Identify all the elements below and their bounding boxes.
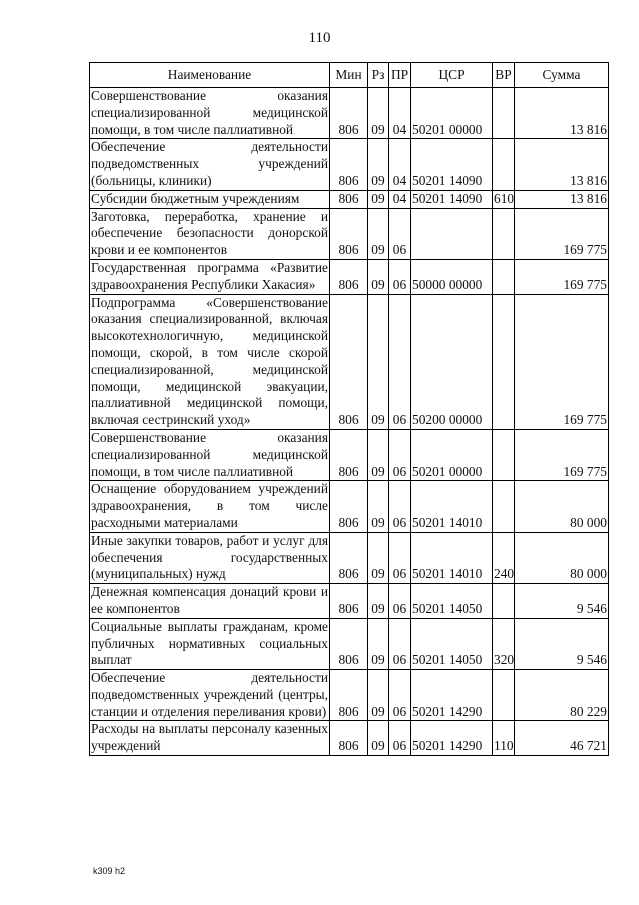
row-name: Подпрограмма «Совершенствование оказания специализированной, включая высокотехнологичную, медицинской помощи, скорой, в том числе скорой специализированной, медицинской помощи, медицинской эвакуации, паллиативной медицинской помощи, включая сестринский уход» <box>90 294 330 429</box>
row-min: 806 <box>330 429 368 480</box>
row-sum: 80 000 <box>515 481 609 532</box>
header-vr: ВР <box>493 63 515 88</box>
row-vr <box>493 670 515 721</box>
table-row <box>90 618 609 669</box>
row-pr: 04 <box>389 190 411 208</box>
row-rz: 09 <box>368 139 389 190</box>
row-rz: 09 <box>368 88 389 139</box>
row-csr: 50201 14010 <box>411 532 493 583</box>
row-min: 806 <box>330 88 368 139</box>
row-vr <box>493 88 515 139</box>
table-header-row <box>90 63 609 88</box>
row-name: Обеспечение деятельности подведомственных учреждений (больницы, клиники) <box>90 139 330 190</box>
row-name: Совершенствование оказания специализированной медицинской помощи, в том числе паллиативной <box>90 429 330 480</box>
row-name: Субсидии бюджетным учреждениям <box>90 190 330 208</box>
row-min: 806 <box>330 618 368 669</box>
row-pr: 06 <box>389 481 411 532</box>
row-csr: 50201 14290 <box>411 670 493 721</box>
row-csr: 50000 00000 <box>411 259 493 294</box>
table-row <box>90 532 609 583</box>
row-min: 806 <box>330 294 368 429</box>
row-min: 806 <box>330 670 368 721</box>
row-rz: 09 <box>368 190 389 208</box>
row-min: 806 <box>330 208 368 259</box>
row-pr: 06 <box>389 584 411 619</box>
row-csr <box>411 208 493 259</box>
row-min: 806 <box>330 481 368 532</box>
row-pr: 06 <box>389 259 411 294</box>
table-row <box>90 259 609 294</box>
table-row <box>90 208 609 259</box>
row-pr: 06 <box>389 208 411 259</box>
row-pr: 06 <box>389 429 411 480</box>
row-csr: 50201 14090 <box>411 139 493 190</box>
header-name: Наименование <box>90 63 330 88</box>
row-vr <box>493 294 515 429</box>
row-csr: 50201 14050 <box>411 618 493 669</box>
row-pr: 04 <box>389 88 411 139</box>
header-sum: Сумма <box>515 63 609 88</box>
row-pr: 06 <box>389 670 411 721</box>
row-rz: 09 <box>368 618 389 669</box>
row-rz: 09 <box>368 532 389 583</box>
row-csr: 50201 14290 <box>411 721 493 756</box>
table-row <box>90 139 609 190</box>
row-sum: 13 816 <box>515 139 609 190</box>
row-vr <box>493 481 515 532</box>
row-name: Заготовка, переработка, хранение и обеспечение безопасности донорской крови и ее компонентов <box>90 208 330 259</box>
row-name: Обеспечение деятельности подведомственных учреждений (центры, станции и отделения переливания крови) <box>90 670 330 721</box>
row-vr: 110 <box>493 721 515 756</box>
row-rz: 09 <box>368 721 389 756</box>
row-sum: 80 229 <box>515 670 609 721</box>
table-row <box>90 294 609 429</box>
row-vr: 610 <box>493 190 515 208</box>
row-pr: 06 <box>389 618 411 669</box>
row-rz: 09 <box>368 584 389 619</box>
header-csr: ЦСР <box>411 63 493 88</box>
row-name: Совершенствование оказания специализированной медицинской помощи, в том числе паллиативной <box>90 88 330 139</box>
row-name: Денежная компенсация донаций крови и ее компонентов <box>90 584 330 619</box>
row-pr: 06 <box>389 294 411 429</box>
header-pr: ПР <box>389 63 411 88</box>
row-csr: 50200 00000 <box>411 294 493 429</box>
page-number: 110 <box>308 30 331 46</box>
table-row <box>90 481 609 532</box>
row-vr <box>493 584 515 619</box>
row-min: 806 <box>330 584 368 619</box>
row-sum: 13 816 <box>515 190 609 208</box>
table-row <box>90 88 609 139</box>
row-rz: 09 <box>368 259 389 294</box>
row-sum: 169 775 <box>515 259 609 294</box>
row-name: Расходы на выплаты персоналу казенных учреждений <box>90 721 330 756</box>
footer-code: k309 h2 <box>93 866 126 876</box>
table-row <box>90 721 609 756</box>
row-rz: 09 <box>368 294 389 429</box>
row-rz: 09 <box>368 208 389 259</box>
row-csr: 50201 14050 <box>411 584 493 619</box>
row-rz: 09 <box>368 481 389 532</box>
row-csr: 50201 00000 <box>411 88 493 139</box>
row-vr <box>493 429 515 480</box>
row-csr: 50201 14010 <box>411 481 493 532</box>
row-name: Социальные выплаты гражданам, кроме публичных нормативных социальных выплат <box>90 618 330 669</box>
row-csr: 50201 00000 <box>411 429 493 480</box>
table-row <box>90 584 609 619</box>
row-min: 806 <box>330 190 368 208</box>
row-name: Оснащение оборудованием учреждений здравоохранения, в том числе расходными материалами <box>90 481 330 532</box>
row-pr: 06 <box>389 532 411 583</box>
row-sum: 169 775 <box>515 429 609 480</box>
row-sum: 46 721 <box>515 721 609 756</box>
row-min: 806 <box>330 259 368 294</box>
row-vr <box>493 259 515 294</box>
row-csr: 50201 14090 <box>411 190 493 208</box>
row-vr: 240 <box>493 532 515 583</box>
row-sum: 80 000 <box>515 532 609 583</box>
row-min: 806 <box>330 139 368 190</box>
header-min: Мин <box>330 63 368 88</box>
row-vr <box>493 208 515 259</box>
row-sum: 9 546 <box>515 584 609 619</box>
row-sum: 169 775 <box>515 208 609 259</box>
row-name: Государственная программа «Развитие здравоохранения Республики Хакасия» <box>90 259 330 294</box>
budget-table <box>89 62 609 756</box>
row-sum: 9 546 <box>515 618 609 669</box>
row-min: 806 <box>330 532 368 583</box>
row-name: Иные закупки товаров, работ и услуг для обеспечения государственных (муниципальных) нужд <box>90 532 330 583</box>
table-row <box>90 670 609 721</box>
table-row <box>90 190 609 208</box>
row-pr: 06 <box>389 721 411 756</box>
row-sum: 13 816 <box>515 88 609 139</box>
row-sum: 169 775 <box>515 294 609 429</box>
table-row <box>90 429 609 480</box>
header-rz: Рз <box>368 63 389 88</box>
row-min: 806 <box>330 721 368 756</box>
row-vr <box>493 139 515 190</box>
row-rz: 09 <box>368 429 389 480</box>
row-vr: 320 <box>493 618 515 669</box>
row-pr: 04 <box>389 139 411 190</box>
row-rz: 09 <box>368 670 389 721</box>
